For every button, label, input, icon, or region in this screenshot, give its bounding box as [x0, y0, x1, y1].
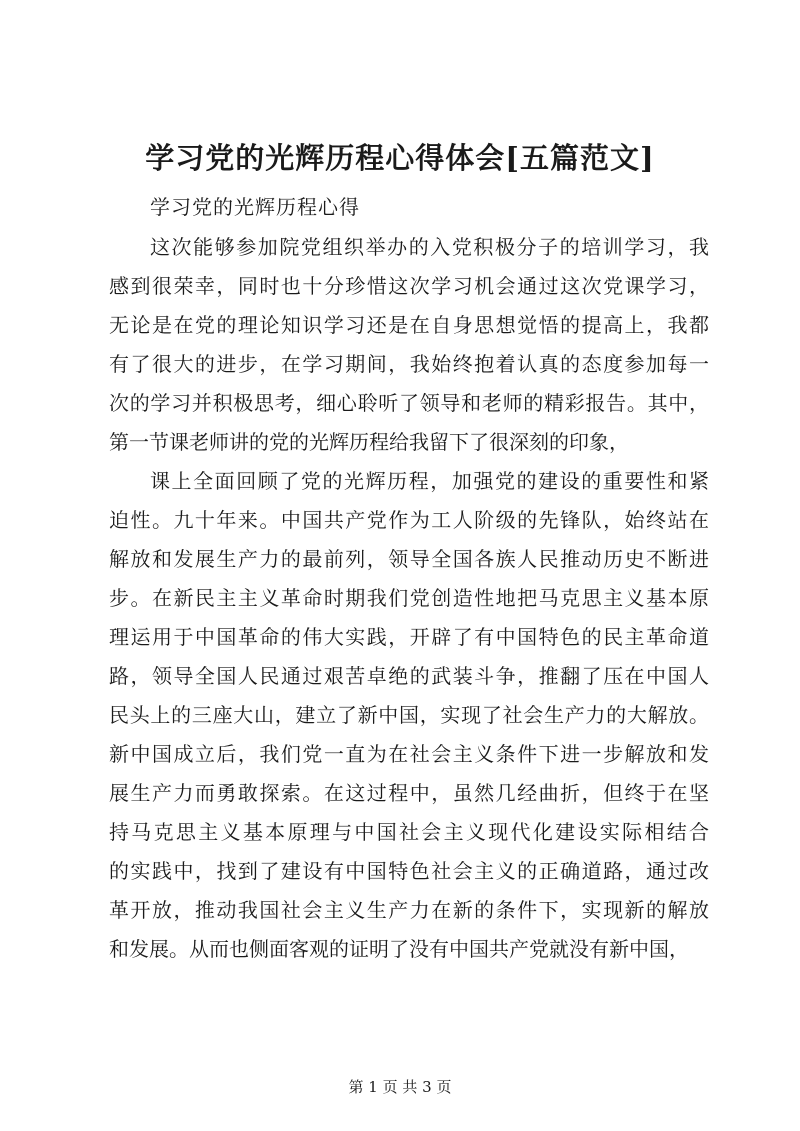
paragraph-2-line: 的实践中，找到了建设有中国特色社会主义的正确道路，通过改 [109, 859, 709, 883]
paragraph-1-line: 有了很大的进步，在学习期间，我始终抱着认真的态度参加每一 [109, 352, 709, 376]
paragraph-2-line: 步。在新民主主义革命时期我们党创造性地把马克思主义基本原 [109, 586, 709, 610]
paragraph-2-line: 民头上的三座大山，建立了新中国，实现了社会生产力的大解放。 [109, 703, 709, 727]
paragraph-2-line: 路，领导全国人民通过艰苦卓绝的武装斗争，推翻了压在中国人 [109, 664, 709, 688]
paragraph-2-line: 革开放，推动我国社会主义生产力在新的条件下，实现新的解放 [109, 898, 709, 922]
paragraph-2-line: 迫性。九十年来。中国共产党作为工人阶级的先锋队，始终站在 [109, 508, 709, 532]
paragraph-1-line: 次的学习并积极思考，细心聆听了领导和老师的精彩报告。其中， [109, 391, 709, 415]
paragraph-2-line: 和发展。从而也侧面客观的证明了没有中国共产党就没有新中国， [109, 937, 689, 961]
document-title: 学习党的光辉历程心得体会[五篇范文] [145, 141, 655, 175]
paragraph-2-line: 解放和发展生产力的最前列，领导全国各族人民推动历史不断进 [109, 547, 709, 571]
paragraph-2-line: 课上全面回顾了党的光辉历程，加强党的建设的重要性和紧 [150, 469, 709, 493]
paragraph-1-line: 感到很荣幸，同时也十分珍惜这次学习机会通过这次党课学习， [109, 274, 709, 298]
paragraph-1-line: 无论是在党的理论知识学习还是在自身思想觉悟的提高上，我都 [109, 313, 709, 337]
page-footer: 第 1 页 共 3 页 [348, 1078, 452, 1096]
paragraph-2-line: 持马克思主义基本原理与中国社会主义现代化建设实际相结合 [109, 820, 709, 844]
paragraph-1-line: 这次能够参加院党组织举办的入党积极分子的培训学习，我 [150, 235, 709, 259]
paragraph-2-line: 理运用于中国革命的伟大实践，开辟了有中国特色的民主革命道 [109, 625, 709, 649]
paragraph-1-line: 第一节课老师讲的党的光辉历程给我留下了很深刻的印象， [109, 430, 629, 454]
paragraph-2-line: 新中国成立后，我们党一直为在社会主义条件下进一步解放和发 [109, 742, 709, 766]
document-subtitle: 学习党的光辉历程心得 [150, 195, 360, 219]
paragraph-2-line: 展生产力而勇敢探索。在这过程中，虽然几经曲折，但终于在坚 [109, 781, 709, 805]
